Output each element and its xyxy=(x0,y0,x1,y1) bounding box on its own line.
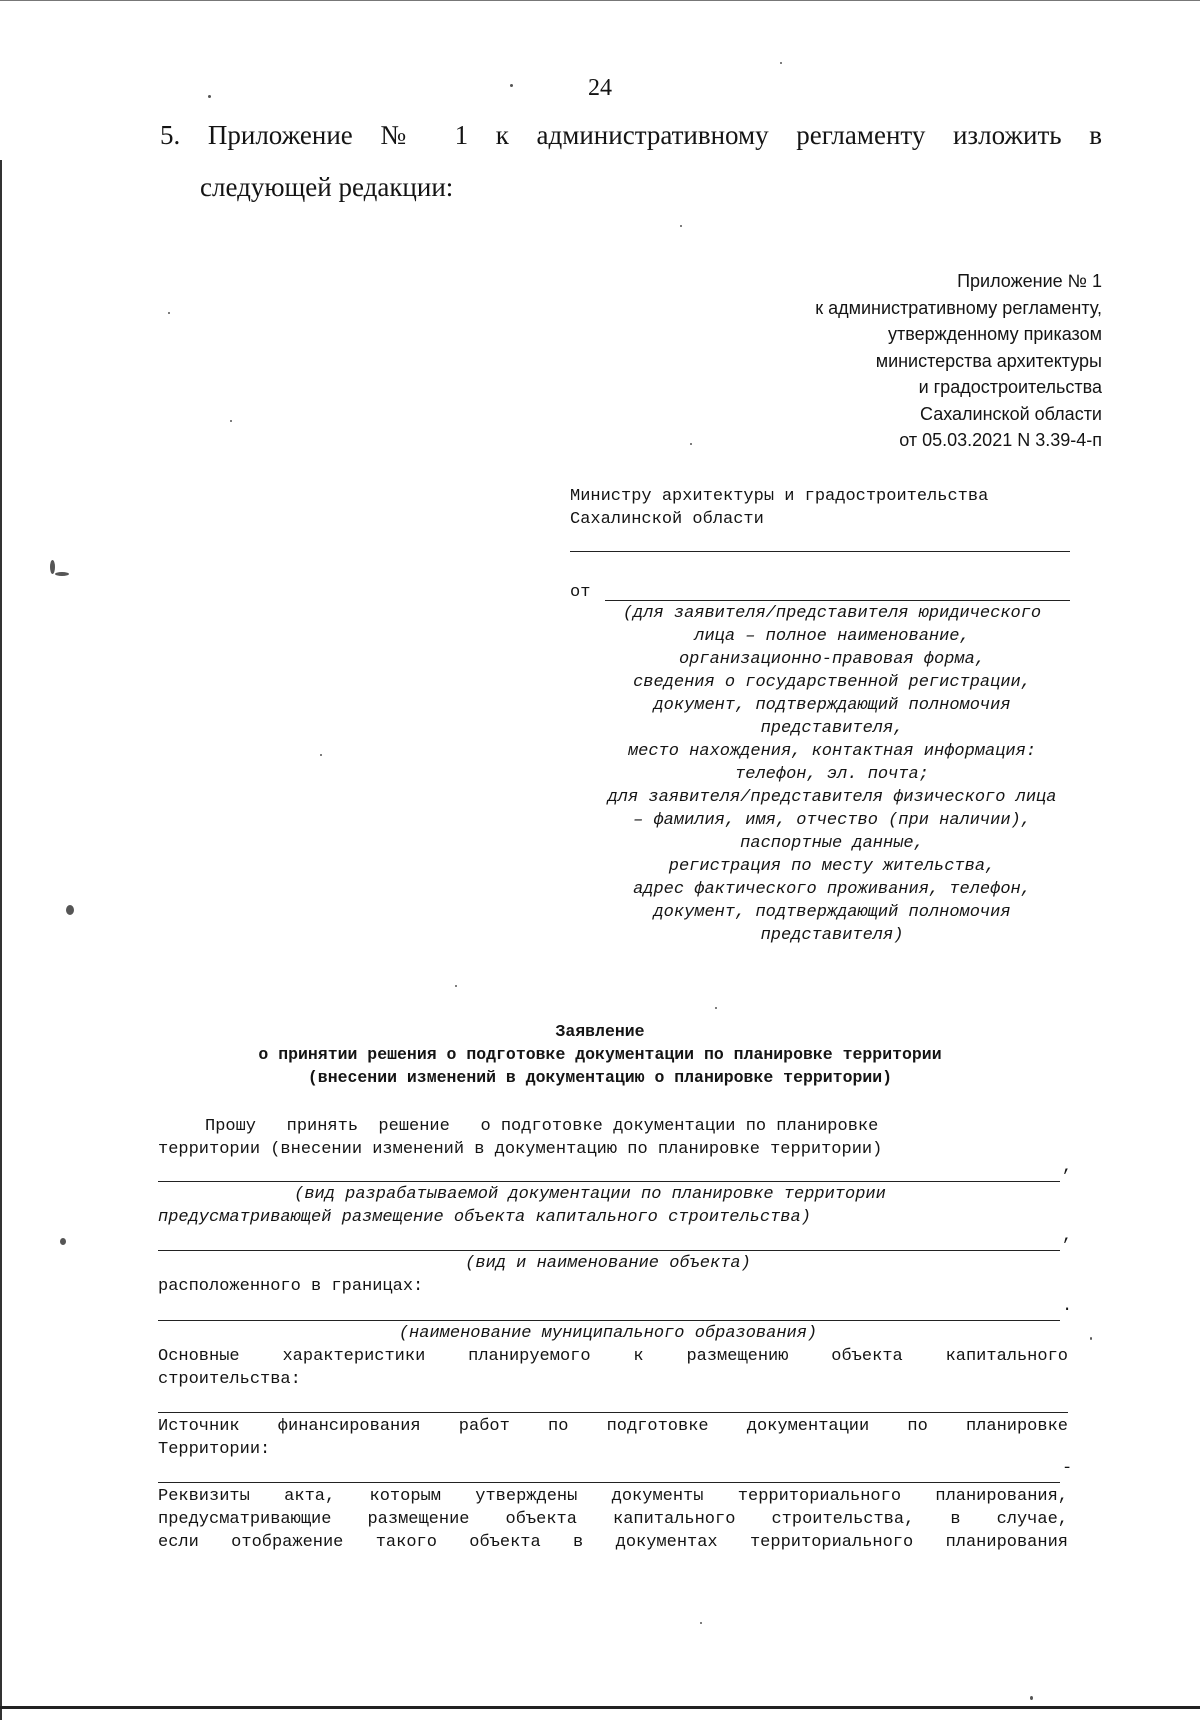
scan-artifact xyxy=(780,62,782,64)
dash-mark: - xyxy=(1062,1459,1073,1478)
appendix-header-line: утвержденному приказом xyxy=(888,324,1102,344)
appendix-header-line: министерства архитектуры xyxy=(875,350,1102,371)
scan-left-edge xyxy=(0,160,2,1720)
sender-info-line: документ, подтверждающий полномочия xyxy=(653,903,1011,922)
scan-artifact xyxy=(60,1238,66,1245)
scan-artifact xyxy=(510,84,513,87)
scan-artifact xyxy=(230,420,232,422)
requisites-line-3: если отображение такого объекта в документах территориального планирования xyxy=(158,1533,1068,1552)
appendix-header-line: от 05.03.2021 N 3.39-4-п xyxy=(899,430,1102,450)
located-label: расположенного в границах: xyxy=(158,1277,424,1296)
scan-artifact xyxy=(168,312,170,314)
sender-info-line: для заявителя/представителя физического лица xyxy=(607,788,1057,807)
funding-line-1: Источник финансирования работ по подготовке документации по планировке xyxy=(158,1417,1068,1436)
sender-info-line: – фамилия, имя, отчество (при наличии), xyxy=(633,811,1031,830)
scan-artifact xyxy=(690,443,692,445)
statement-subtitle-2: (внесении изменений в документацию о планировке территории) xyxy=(307,1068,893,1087)
municipality-blank-line[interactable] xyxy=(158,1320,1060,1321)
sender-info-line: представителя) xyxy=(760,926,904,945)
sender-info-line: адрес фактического проживания, телефон, xyxy=(633,880,1031,899)
caption-documentation-1: (вид разрабатываемой документации по планировке территории xyxy=(294,1185,886,1204)
scan-artifact xyxy=(55,572,69,576)
addressee xyxy=(570,485,988,531)
characteristics-line-2: строительства: xyxy=(158,1370,301,1389)
from-label: от xyxy=(570,583,591,602)
comma-mark: , xyxy=(1062,1227,1073,1246)
scan-artifact xyxy=(1030,1696,1033,1700)
scan-bottom-edge xyxy=(0,1706,1200,1709)
sender-info-line: сведения о государственной регистрации, xyxy=(633,673,1031,692)
characteristics-blank-line[interactable] xyxy=(158,1412,1068,1413)
scan-artifact xyxy=(680,225,682,227)
object-blank-line[interactable] xyxy=(158,1250,1060,1251)
period-mark: . xyxy=(1062,1297,1073,1316)
comma-mark: , xyxy=(1062,1158,1073,1177)
sender-info-line: место нахождения, контактная информация: xyxy=(627,742,1037,761)
addressee-line-2: Сахалинской области xyxy=(570,510,764,529)
appendix-header-line: Приложение № 1 xyxy=(957,271,1102,291)
request-line-1: Прошу принять решение о подготовке документации по планировке xyxy=(205,1117,879,1136)
caption-municipality: (наименование муниципального образования) xyxy=(398,1324,818,1343)
caption-documentation-2: предусматривающей размещение объекта капитального строительства) xyxy=(158,1208,811,1227)
addressee-blank-line[interactable] xyxy=(570,551,1070,552)
statement-subtitle-1: о принятии решения о подготовке документации по планировке территории xyxy=(258,1045,942,1064)
scan-artifact xyxy=(50,560,55,574)
sender-info-line: регистрация по месту жительства, xyxy=(668,857,996,876)
appendix-header xyxy=(815,268,1102,454)
sender-info xyxy=(562,602,1102,947)
request-line-2: территории (внесении изменений в документацию по планировке территории) xyxy=(158,1140,883,1159)
addressee-line-1: Министру архитектуры и градостроительства xyxy=(570,487,989,506)
scan-artifact xyxy=(700,1622,702,1624)
sender-info-line: документ, подтверждающий полномочия xyxy=(653,696,1011,715)
requisites-line-2: предусматривающие размещение объекта капитального строительства, в случае, xyxy=(158,1510,1068,1529)
scan-artifact xyxy=(66,905,74,915)
funding-blank-line[interactable] xyxy=(158,1482,1060,1483)
scan-top-edge xyxy=(0,0,1200,1)
scan-artifact xyxy=(320,754,322,756)
funding-line-2: Территории: xyxy=(158,1440,271,1459)
scan-artifact xyxy=(208,95,211,98)
appendix-header-line: Сахалинской области xyxy=(920,403,1102,424)
appendix-header-line: и градостроительства xyxy=(918,377,1102,397)
documentation-type-blank-line[interactable] xyxy=(158,1181,1060,1182)
page-number: 24 xyxy=(588,75,612,101)
sender-info-line: (для заявителя/представителя юридического xyxy=(622,604,1042,623)
sender-info-line: представителя, xyxy=(760,719,904,738)
scan-artifact xyxy=(455,985,457,987)
sender-info-line: паспортные данные, xyxy=(740,834,924,853)
intro-line-2: следующей редакции: xyxy=(200,172,454,202)
caption-object: (вид и наименование объекта) xyxy=(465,1254,751,1273)
sender-info-line: телефон, эл. почта; xyxy=(735,765,929,784)
from-blank-line[interactable] xyxy=(605,600,1070,601)
sender-info-line: организационно-правовая форма, xyxy=(678,650,986,669)
requisites-line-1: Реквизиты акта, которым утверждены документы территориального планирования, xyxy=(158,1487,1068,1506)
characteristics-line-1: Основные характеристики планируемого к размещению объекта капитального xyxy=(158,1347,1068,1366)
intro-line-1: 5. Приложение № 1 к административному регламенту изложить в xyxy=(160,120,1102,150)
statement-title: Заявление xyxy=(555,1022,645,1041)
scan-artifact xyxy=(715,1007,717,1009)
sender-info-line: лица – полное наименование, xyxy=(694,627,970,646)
appendix-header-line: к административному регламенту, xyxy=(815,297,1102,318)
scan-artifact xyxy=(1090,1337,1092,1340)
